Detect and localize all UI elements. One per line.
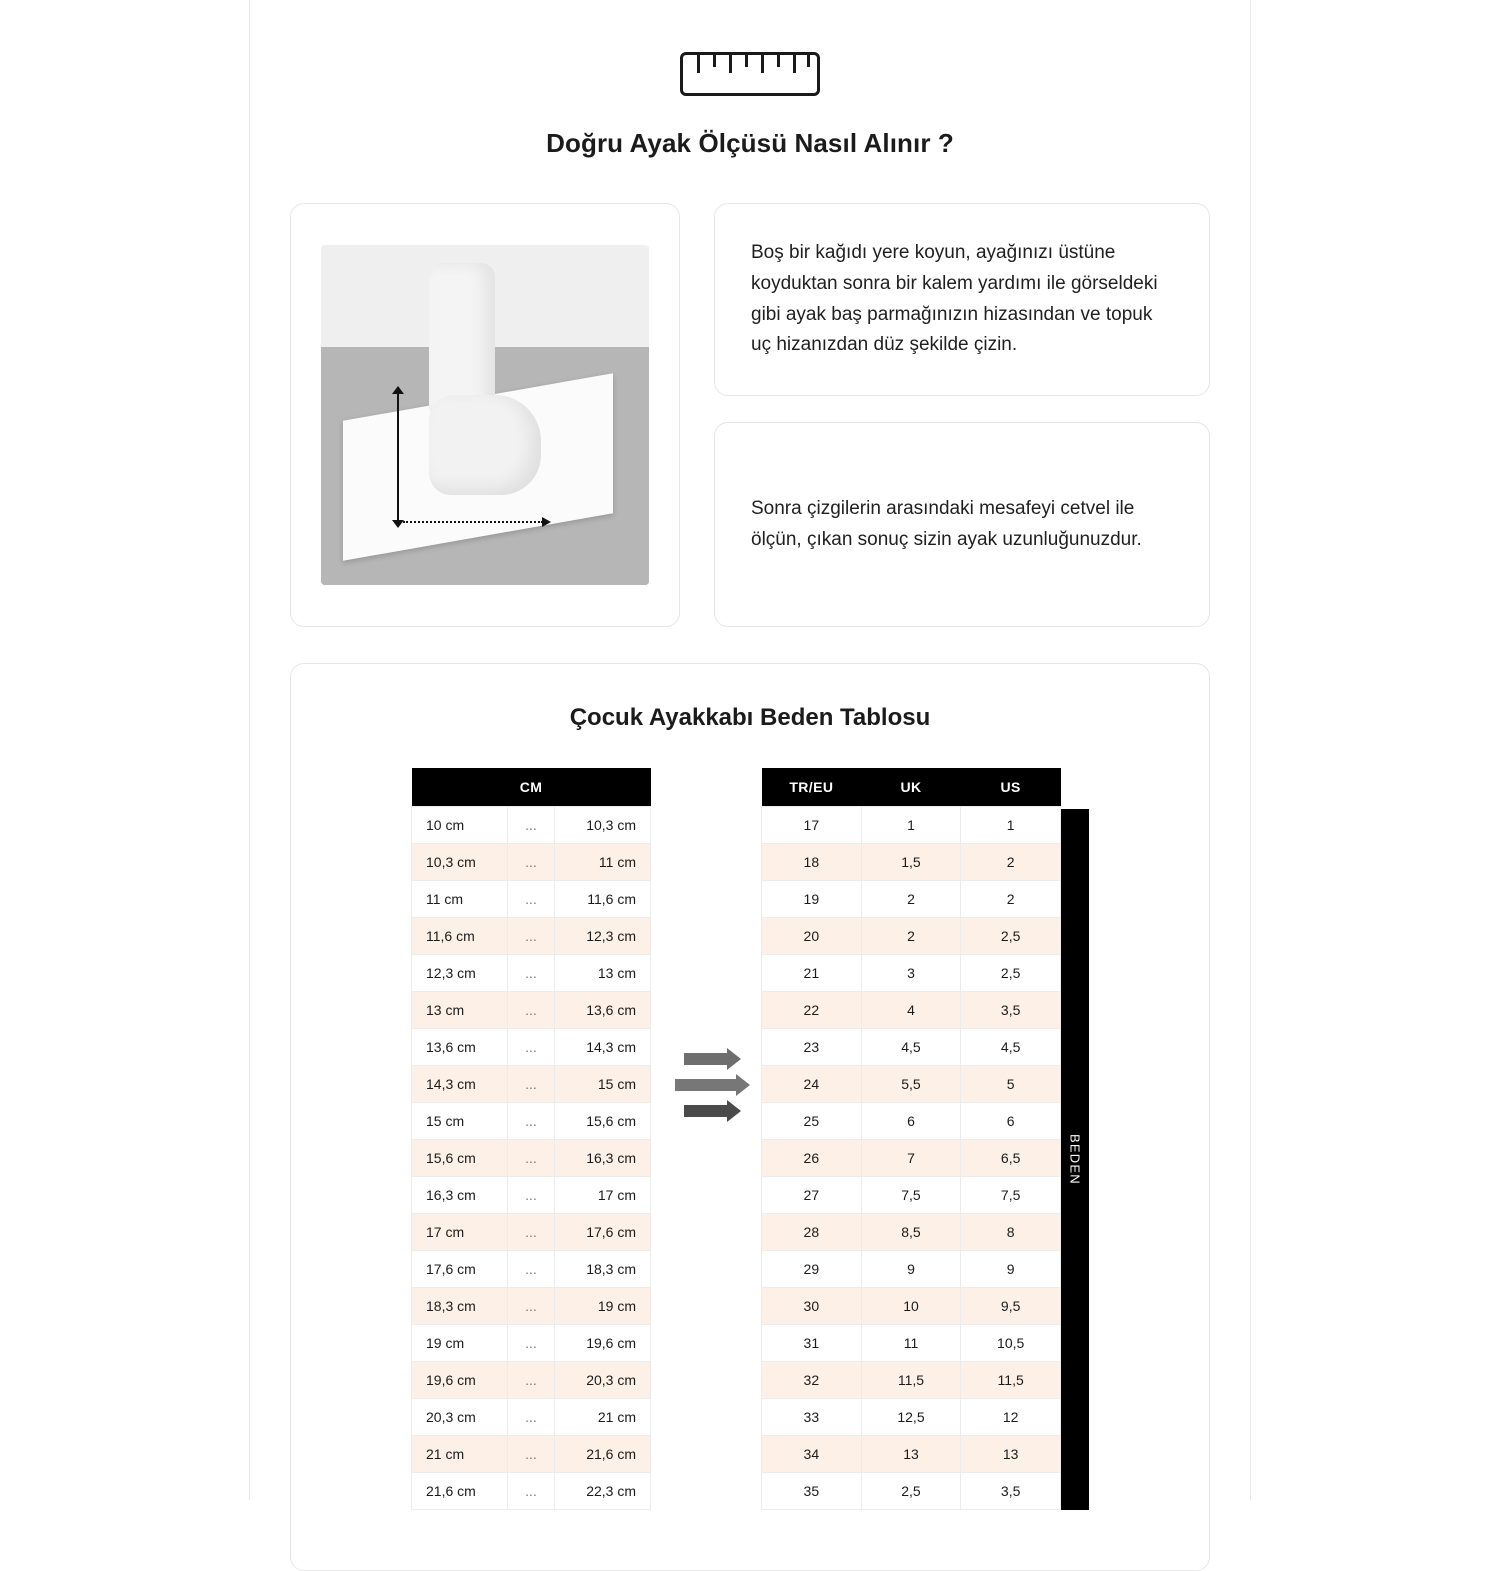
- size-cell: 9: [961, 1251, 1061, 1288]
- cm-to-cell: 19,6 cm: [555, 1325, 651, 1362]
- beden-side-bar: [1061, 809, 1089, 1510]
- cm-separator-cell: ...: [507, 881, 555, 918]
- size-cell: 7: [861, 1140, 961, 1177]
- size-cell: 21: [762, 955, 862, 992]
- table-row: [762, 1325, 1061, 1362]
- size-cell: 2,5: [961, 955, 1061, 992]
- vertical-arrow-icon: [397, 393, 399, 521]
- cm-to-cell: 15 cm: [555, 1066, 651, 1103]
- size-cell: 2: [961, 881, 1061, 918]
- table-row: [762, 1251, 1061, 1288]
- cm-separator-cell: ...: [507, 955, 555, 992]
- size-cell: 2,5: [961, 918, 1061, 955]
- table-row: [762, 1436, 1061, 1473]
- cm-separator-cell: ...: [507, 1473, 555, 1510]
- table-row: [762, 992, 1061, 1029]
- table-row: [762, 807, 1061, 844]
- size-cell: 31: [762, 1325, 862, 1362]
- cm-to-cell: 20,3 cm: [555, 1362, 651, 1399]
- cm-separator-cell: ...: [507, 1140, 555, 1177]
- table-row: [412, 1288, 651, 1325]
- cm-to-cell: 17 cm: [555, 1177, 651, 1214]
- instruction-card-1: [714, 203, 1210, 396]
- measurement-photo-card: [290, 203, 680, 627]
- table-row: [762, 955, 1061, 992]
- table-row: [412, 1399, 651, 1436]
- cm-from-cell: 19,6 cm: [412, 1362, 508, 1399]
- size-cell: 23: [762, 1029, 862, 1066]
- table-row: [762, 1029, 1061, 1066]
- table-row: [762, 1103, 1061, 1140]
- cm-from-cell: 18,3 cm: [412, 1288, 508, 1325]
- size-cell: 10: [861, 1288, 961, 1325]
- size-cell: 24: [762, 1066, 862, 1103]
- table-row: [762, 918, 1061, 955]
- table-row: [412, 1066, 651, 1103]
- table-row: [762, 1473, 1061, 1510]
- cm-to-cell: 11 cm: [555, 844, 651, 881]
- size-cell: 22: [762, 992, 862, 1029]
- size-cell: 1,5: [861, 844, 961, 881]
- size-cell: 35: [762, 1473, 862, 1510]
- table-row: [762, 1066, 1061, 1103]
- size-cell: 5: [961, 1066, 1061, 1103]
- size-cell: 7,5: [861, 1177, 961, 1214]
- ruler-icon-wrap: [290, 0, 1210, 96]
- cm-to-cell: 19 cm: [555, 1288, 651, 1325]
- cm-to-cell: 18,3 cm: [555, 1251, 651, 1288]
- cm-to-cell: 13 cm: [555, 955, 651, 992]
- cm-separator-cell: ...: [507, 1066, 555, 1103]
- size-cell: 11,5: [961, 1362, 1061, 1399]
- cm-separator-cell: ...: [507, 918, 555, 955]
- cm-from-cell: 13,6 cm: [412, 1029, 508, 1066]
- cm-separator-cell: ...: [507, 1288, 555, 1325]
- cm-separator-cell: ...: [507, 1325, 555, 1362]
- size-cell: 3,5: [961, 1473, 1061, 1510]
- cm-to-cell: 22,3 cm: [555, 1473, 651, 1510]
- cm-separator-cell: ...: [507, 1177, 555, 1214]
- size-cell: 2: [861, 881, 961, 918]
- size-cell: 19: [762, 881, 862, 918]
- size-table-header-row: [762, 768, 1061, 807]
- cm-to-cell: 17,6 cm: [555, 1214, 651, 1251]
- size-cell: 3: [861, 955, 961, 992]
- instruction-card-2: [714, 422, 1210, 627]
- cm-separator-cell: ...: [507, 1251, 555, 1288]
- cm-from-cell: 15 cm: [412, 1103, 508, 1140]
- cm-from-cell: 13 cm: [412, 992, 508, 1029]
- cm-to-cell: 11,6 cm: [555, 881, 651, 918]
- size-table-body: [762, 807, 1061, 1510]
- size-cell: 4,5: [861, 1029, 961, 1066]
- table-row: [412, 1214, 651, 1251]
- size-cell: 6: [961, 1103, 1061, 1140]
- size-cell: 8,5: [861, 1214, 961, 1251]
- table-row: [762, 1177, 1061, 1214]
- size-cell: 33: [762, 1399, 862, 1436]
- size-table-title: Çocuk Ayakkabı Beden Tablosu: [569, 704, 931, 732]
- size-cell: 9,5: [961, 1288, 1061, 1325]
- cm-separator-cell: ...: [507, 807, 555, 844]
- size-cell: 7,5: [961, 1177, 1061, 1214]
- cm-from-cell: 10 cm: [412, 807, 508, 844]
- table-row: [412, 1436, 651, 1473]
- table-row: [412, 1251, 651, 1288]
- cm-to-cell: 21 cm: [555, 1399, 651, 1436]
- cm-to-cell: 16,3 cm: [555, 1140, 651, 1177]
- size-cell: 1: [861, 807, 961, 844]
- how-to-section: [290, 203, 1210, 627]
- instruction-column: [714, 203, 1210, 627]
- size-cell: 1: [961, 807, 1061, 844]
- cm-from-cell: 15,6 cm: [412, 1140, 508, 1177]
- cm-to-cell: 12,3 cm: [555, 918, 651, 955]
- cm-table-body: [412, 807, 651, 1510]
- cm-separator-cell: ...: [507, 1436, 555, 1473]
- size-cell: 11,5: [861, 1362, 961, 1399]
- table-row: [412, 1473, 651, 1510]
- cm-to-cell: 10,3 cm: [555, 807, 651, 844]
- cm-from-cell: 11 cm: [412, 881, 508, 918]
- cm-to-cell: 21,6 cm: [555, 1436, 651, 1473]
- ruler-icon: [680, 52, 820, 96]
- cm-from-cell: 17,6 cm: [412, 1251, 508, 1288]
- size-cell: 18: [762, 844, 862, 881]
- cm-to-cell: 13,6 cm: [555, 992, 651, 1029]
- size-cell: 12,5: [861, 1399, 961, 1436]
- photo-leg: [429, 263, 495, 413]
- arrow-right-icon-3: [684, 1105, 728, 1117]
- table-row: [412, 844, 651, 881]
- size-table-header-cell: TR/EU: [762, 768, 862, 807]
- cm-from-cell: 11,6 cm: [412, 918, 508, 955]
- size-table-header-cell: US: [961, 768, 1061, 807]
- cm-separator-cell: ...: [507, 1029, 555, 1066]
- arrow-group: [651, 768, 761, 1117]
- size-cell: 9: [861, 1251, 961, 1288]
- cm-separator-cell: ...: [507, 1362, 555, 1399]
- size-cell: 17: [762, 807, 862, 844]
- size-table: [761, 768, 1061, 1510]
- page-title: Doğru Ayak Ölçüsü Nasıl Alınır ?: [546, 128, 954, 158]
- size-cell: 11: [861, 1325, 961, 1362]
- right-divider: [1250, 0, 1251, 1500]
- table-row: [412, 1325, 651, 1362]
- cm-from-cell: 21 cm: [412, 1436, 508, 1473]
- table-row: [762, 1399, 1061, 1436]
- arrow-right-icon-2: [675, 1079, 737, 1091]
- size-table-wrap: [761, 768, 1089, 1510]
- instruction-text-1: Boş bir kağıdı yere koyun, ayağınızı üstüne koyduktan sonra bir kalem yardımı ile görseldeki gibi ayak baş parmağınızın hizasından ve topuk uç hizanızdan düz şekilde çizin.: [751, 242, 1158, 356]
- cm-table-header: CM: [412, 768, 651, 807]
- table-row: [762, 1362, 1061, 1399]
- cm-from-cell: 14,3 cm: [412, 1066, 508, 1103]
- size-cell: 29: [762, 1251, 862, 1288]
- size-cell: 20: [762, 918, 862, 955]
- arrow-right-icon-1: [684, 1053, 728, 1065]
- table-row: [762, 881, 1061, 918]
- cm-to-cell: 14,3 cm: [555, 1029, 651, 1066]
- instruction-text-2: Sonra çizgilerin arasındaki mesafeyi cetvel ile ölçün, çıkan sonuç sizin ayak uzunluğunuzdur.: [751, 497, 1142, 550]
- size-cell: 2: [861, 918, 961, 955]
- size-cell: 5,5: [861, 1066, 961, 1103]
- table-row: [412, 1177, 651, 1214]
- cm-separator-cell: ...: [507, 992, 555, 1029]
- table-row: [412, 807, 651, 844]
- size-cell: 4,5: [961, 1029, 1061, 1066]
- size-cell: 26: [762, 1140, 862, 1177]
- size-table-card: [290, 663, 1210, 1571]
- cm-separator-cell: ...: [507, 844, 555, 881]
- cm-separator-cell: ...: [507, 1399, 555, 1436]
- table-row: [762, 1140, 1061, 1177]
- size-cell: 30: [762, 1288, 862, 1325]
- size-cell: 4: [861, 992, 961, 1029]
- table-row: [412, 918, 651, 955]
- size-cell: 25: [762, 1103, 862, 1140]
- size-cell: 32: [762, 1362, 862, 1399]
- tables-wrap: [321, 768, 1179, 1510]
- table-row: [762, 1214, 1061, 1251]
- size-cell: 8: [961, 1214, 1061, 1251]
- table-row: [412, 1029, 651, 1066]
- size-cell: 10,5: [961, 1325, 1061, 1362]
- size-cell: 6,5: [961, 1140, 1061, 1177]
- size-cell: 27: [762, 1177, 862, 1214]
- size-cell: 13: [961, 1436, 1061, 1473]
- cm-from-cell: 16,3 cm: [412, 1177, 508, 1214]
- table-row: [412, 1140, 651, 1177]
- size-cell: 2,5: [861, 1473, 961, 1510]
- cm-from-cell: 21,6 cm: [412, 1473, 508, 1510]
- cm-separator-cell: ...: [507, 1103, 555, 1140]
- beden-side-label: BEDEN: [1067, 1134, 1083, 1185]
- size-cell: 2: [961, 844, 1061, 881]
- size-cell: 6: [861, 1103, 961, 1140]
- foot-measurement-photo: [321, 245, 649, 585]
- table-row: [762, 844, 1061, 881]
- size-cell: 28: [762, 1214, 862, 1251]
- cm-from-cell: 12,3 cm: [412, 955, 508, 992]
- table-row: [762, 1288, 1061, 1325]
- size-cell: 12: [961, 1399, 1061, 1436]
- cm-from-cell: 19 cm: [412, 1325, 508, 1362]
- photo-foot: [429, 395, 541, 495]
- cm-from-cell: 20,3 cm: [412, 1399, 508, 1436]
- size-table-header-cell: UK: [861, 768, 961, 807]
- table-row: [412, 992, 651, 1029]
- cm-separator-cell: ...: [507, 1214, 555, 1251]
- cm-table: [411, 768, 651, 1510]
- table-row: [412, 955, 651, 992]
- cm-to-cell: 15,6 cm: [555, 1103, 651, 1140]
- content-column: [250, 0, 1250, 1500]
- table-row: [412, 881, 651, 918]
- size-cell: 3,5: [961, 992, 1061, 1029]
- table-row: [412, 1103, 651, 1140]
- cm-from-cell: 10,3 cm: [412, 844, 508, 881]
- cm-from-cell: 17 cm: [412, 1214, 508, 1251]
- table-row: [412, 1362, 651, 1399]
- size-cell: 34: [762, 1436, 862, 1473]
- size-cell: 13: [861, 1436, 961, 1473]
- horizontal-arrow-icon: [403, 521, 543, 523]
